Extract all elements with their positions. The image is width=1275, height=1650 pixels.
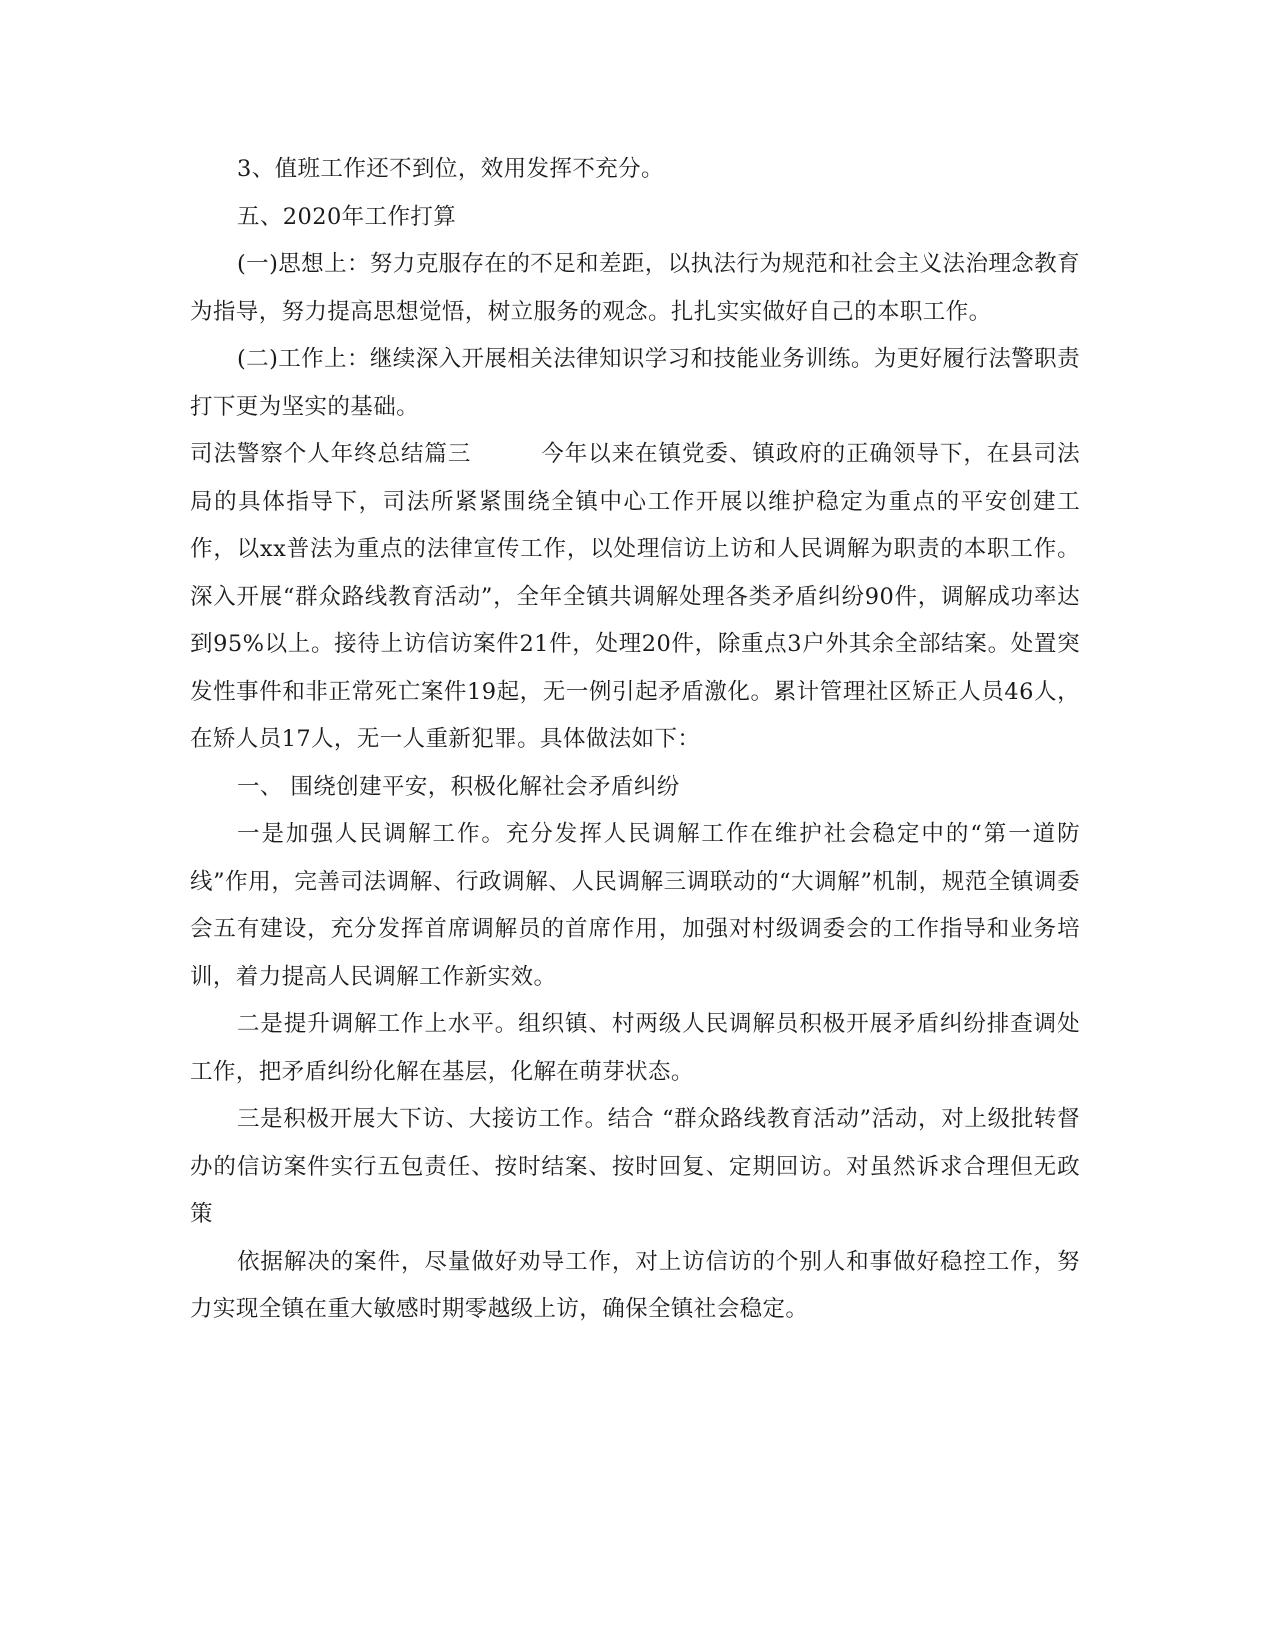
- section-title: 司法警察个人年终总结篇三: [190, 441, 472, 467]
- paragraph-duty-shortcoming: 3、值班工作还不到位，效用发挥不充分。: [237, 156, 664, 182]
- paragraph-persuasion: 依据解决的案件，尽量做好劝导工作，对上访信访的个别人和事做好稳控工作，努力实现全镇在重大敏感时期零越级上访，确保全镇社会稳定。: [190, 1248, 1080, 1322]
- paragraph-petition: 三是积极开展大下访、大接访工作。结合 “群众路线教育活动”活动，对上级批转督办的信访案件实行五包责任、按时结案、按时回复、定期回访。对虽然诉求合理但无政策: [190, 1106, 1080, 1227]
- paragraph-mediation-level: 二是提升调解工作上水平。组织镇、村两级人民调解员积极开展矛盾纠纷排查调处工作，把矛盾纠纷化解在基层，化解在萌芽状态。: [190, 1011, 1080, 1085]
- paragraph-thinking: (一)思想上：努力克服存在的不足和差距，以执法行为规范和社会主义法治理念教育为指导，努力提高思想觉悟，树立服务的观念。扎扎实实做好自己的本职工作。: [190, 251, 1080, 325]
- heading-safety: 一、 围绕创建平安，积极化解社会矛盾纠纷: [237, 773, 680, 800]
- document-body: [190, 146, 1080, 1334]
- section-intro-text: 今年以来在镇党委、镇政府的正确领导下，在县司法局的具体指导下，司法所紧紧围绕全镇中心工作开展以维护稳定为重点的平安创建工作，以xx普法为重点的法律宣传工作，以处理信访上访和人民调解为职责的本职工作。深入开展“群众路线教育活动”，全年全镇共调解处理各类矛盾纠纷90件，调解成功率达到95%以上。接待上访信访案件21件，处理20件，除重点3户外其余全部结案。处置突发性事件和非正常死亡案件19起，无一例引起矛盾激化。累计管理社区矫正人员46人，在矫人员17人，无一人重新犯罪。具体做法如下：: [190, 441, 1080, 752]
- heading-work-plan: 五、2020年工作打算: [237, 203, 457, 230]
- section-intro-paragraph: [190, 431, 1080, 764]
- paragraph-work: (二)工作上：继续深入开展相关法律知识学习和技能业务训练。为更好履行法警职责打下更为坚实的基础。: [190, 346, 1080, 420]
- paragraph-mediation: 一是加强人民调解工作。充分发挥人民调解工作在维护社会稳定中的“第一道防线”作用，完善司法调解、行政调解、人民调解三调联动的“大调解”机制，规范全镇调委会五有建设，充分发挥首席调解员的首席作用，加强对村级调委会的工作指导和业务培训，着力提高人民调解工作新实效。: [190, 821, 1080, 990]
